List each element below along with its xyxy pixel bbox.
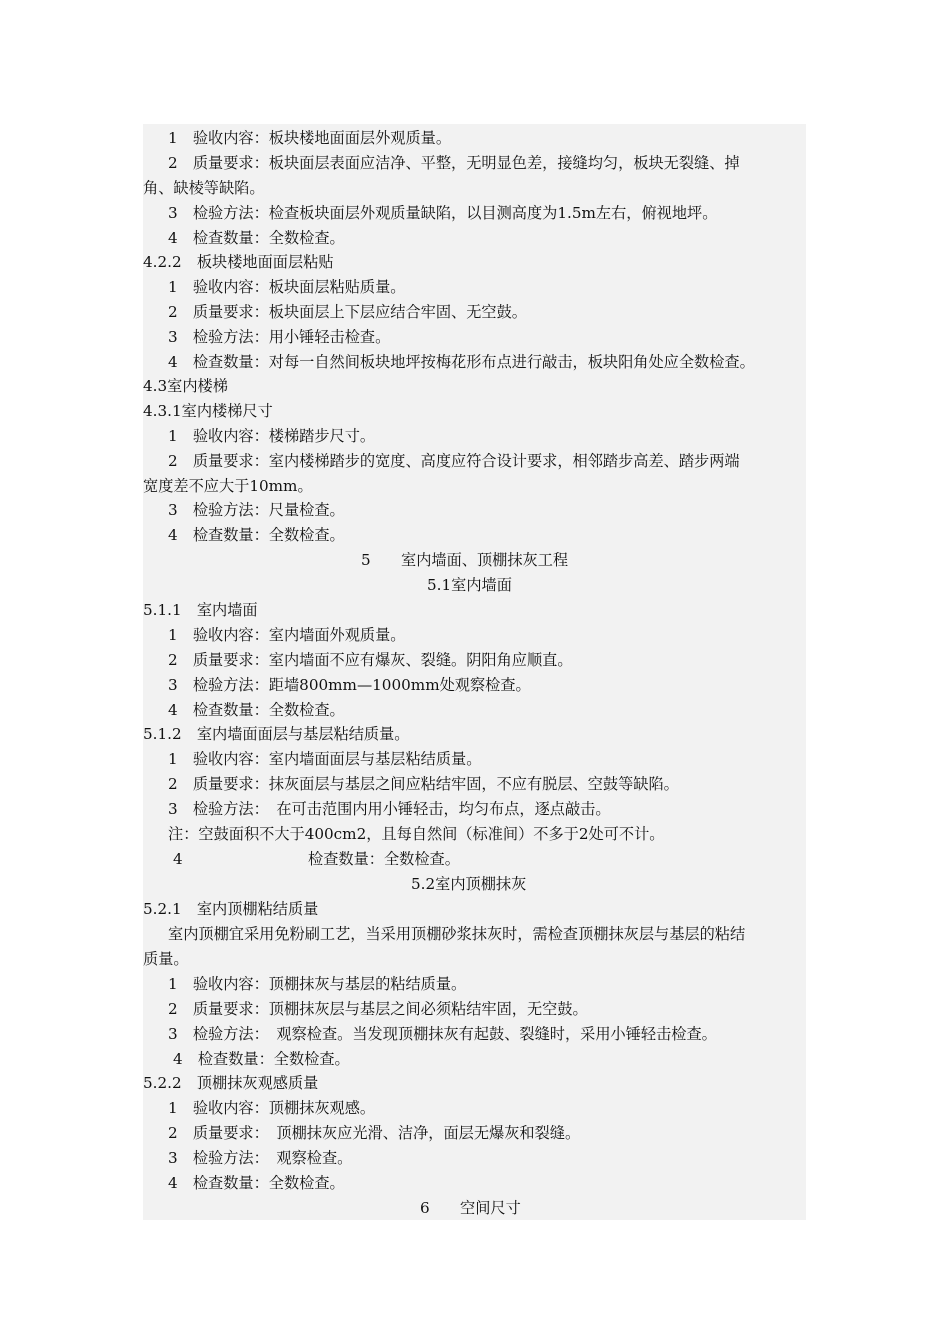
text-line: 3 检验方法： 在可击范围内用小锤轻击，均匀布点，逐点敲击。 (168, 800, 611, 818)
text-line: 4 检查数量：对每一自然间板块地坪按梅花形布点进行敲击，板块阳角处应全数检查。 (168, 353, 755, 371)
text-line: 3 检验方法：距墙800mm—1000mm处观察检查。 (168, 676, 531, 694)
document-body (143, 124, 806, 1220)
text-line: 1 验收内容：室内墙面面层与基层粘结质量。 (168, 750, 482, 768)
item-number: 4 (173, 850, 183, 868)
text-line: 4 检查数量：全数检查。 (168, 526, 345, 544)
text-line: 4 检查数量：全数检查。 (168, 701, 345, 719)
text-line: 室内顶棚宜采用免粉刷工艺，当采用顶棚砂浆抹灰时，需检查顶棚抹灰层与基层的粘结 (168, 925, 746, 943)
text-line: 2 质量要求：板块面层表面应洁净、平整，无明显色差，接缝均匀，板块无裂缝、掉 (168, 154, 740, 172)
text-line: 4 检查数量：全数检查。 (168, 1174, 345, 1192)
text-line: 4 检查数量：全数检查。 (168, 229, 345, 247)
section-heading: 5.1.2 室内墙面面层与基层粘结质量。 (143, 725, 410, 743)
text-line: 2 质量要求：抹灰面层与基层之间应粘结牢固，不应有脱层、空鼓等缺陷。 (168, 775, 679, 793)
section-heading: 4.2.2 板块楼地面面层粘贴 (143, 253, 334, 271)
text-line: 2 质量要求： 顶棚抹灰应光滑、洁净，面层无爆灰和裂缝。 (168, 1124, 581, 1142)
chapter-heading: 5 室内墙面、顶棚抹灰工程 (361, 551, 569, 569)
text-line: 3 检验方法：检查板块面层外观质量缺陷，以目测高度为1.5m左右，俯视地坪。 (168, 204, 718, 222)
text-line: 宽度差不应大于10mm。 (143, 477, 313, 495)
text-line: 1 验收内容：板块面层粘贴质量。 (168, 278, 406, 296)
text-line: 1 验收内容：板块楼地面面层外观质量。 (168, 129, 452, 147)
text-line: 4 检查数量：全数检查。 (173, 1050, 350, 1068)
section-heading: 4.3.1室内楼梯尺寸 (143, 402, 273, 420)
text-line: 3 检验方法： 观察检查。 (168, 1149, 353, 1167)
section-heading: 4.3室内楼梯 (143, 377, 228, 395)
note-line: 注：空鼓面积不大于400cm2，且每自然间（标准间）不多于2处可不计。 (168, 825, 665, 843)
text-line: 2 质量要求：室内墙面不应有爆灰、裂缝。阴阳角应顺直。 (168, 651, 573, 669)
text-line: 检查数量：全数检查。 (308, 850, 460, 868)
section-heading: 5.2室内顶棚抹灰 (411, 875, 527, 893)
section-heading: 5.2.1 室内顶棚粘结质量 (143, 900, 319, 918)
text-line: 1 验收内容：顶棚抹灰观感。 (168, 1099, 376, 1117)
text-line: 1 验收内容：顶棚抹灰与基层的粘结质量。 (168, 975, 467, 993)
text-line: 2 质量要求：板块面层上下层应结合牢固、无空鼓。 (168, 303, 527, 321)
text-line: 3 检验方法： 观察检查。当发现顶棚抹灰有起鼓、裂缝时，采用小锤轻击检查。 (168, 1025, 717, 1043)
section-heading: 5.1室内墙面 (427, 576, 512, 594)
section-heading: 5.2.2 顶棚抹灰观感质量 (143, 1074, 319, 1092)
section-heading: 5.1.1 室内墙面 (143, 601, 258, 619)
text-line: 质量。 (143, 950, 189, 968)
text-line: 2 质量要求：室内楼梯踏步的宽度、高度应符合设计要求，相邻踏步高差、踏步两端 (168, 452, 740, 470)
text-line: 3 检验方法：用小锤轻击检查。 (168, 328, 391, 346)
text-line: 3 检验方法：尺量检查。 (168, 501, 345, 519)
text-line: 1 验收内容：室内墙面外观质量。 (168, 626, 406, 644)
text-line: 角、缺棱等缺陷。 (143, 179, 265, 197)
text-line: 2 质量要求：顶棚抹灰层与基层之间必须粘结牢固，无空鼓。 (168, 1000, 588, 1018)
text-line: 1 验收内容：楼梯踏步尺寸。 (168, 427, 376, 445)
chapter-heading: 6 空间尺寸 (420, 1199, 521, 1217)
